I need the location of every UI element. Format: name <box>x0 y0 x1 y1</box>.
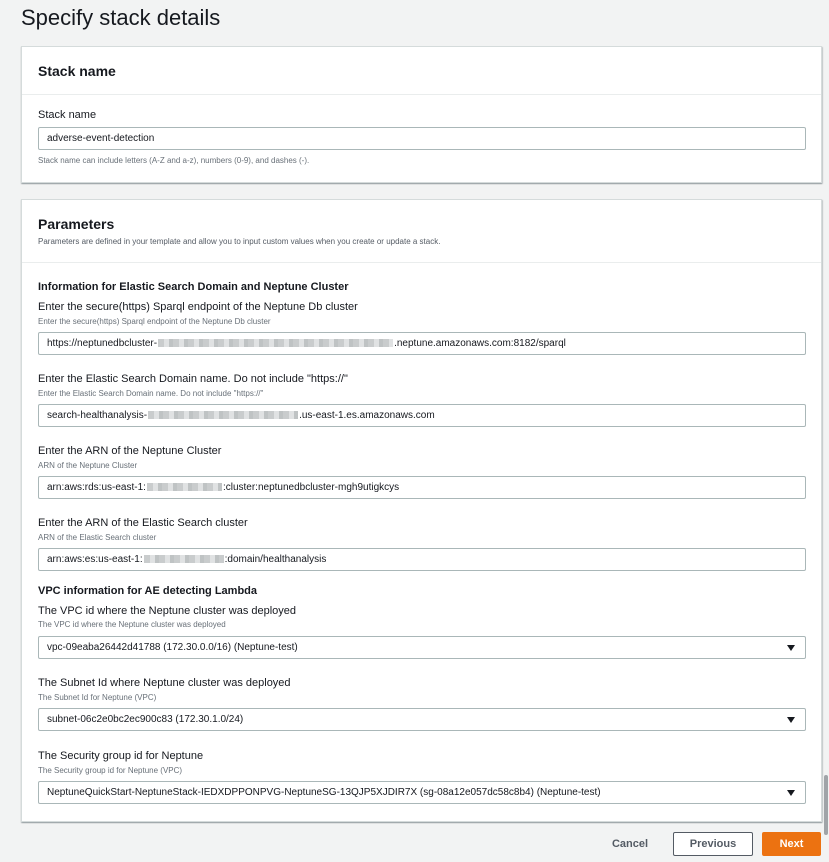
sparql-endpoint-suffix: .neptune.amazonaws.com:8182/sparql <box>394 338 566 349</box>
es-neptune-section-title: Information for Elastic Search Domain and Neptune Cluster <box>38 281 349 293</box>
parameters-panel-header <box>22 200 821 263</box>
neptune-arn-label: Enter the ARN of the Neptune Cluster <box>38 445 222 457</box>
es-arn-suffix: :domain/healthanalysis <box>224 554 327 565</box>
es-domain-label: Enter the Elastic Search Domain name. Do not include "https://" <box>38 373 348 385</box>
vpc-select[interactable] <box>38 636 806 659</box>
sparql-endpoint-label: Enter the secure(https) Sparql endpoint of the Neptune Db cluster <box>38 301 358 313</box>
stack-name-panel <box>21 46 822 183</box>
vpc-label: The VPC id where the Neptune cluster was deployed <box>38 605 297 617</box>
stack-name-panel-header <box>22 47 821 95</box>
es-domain-prefix: search-healthanalysis- <box>47 410 148 421</box>
vpc-section-title: VPC information for AE detecting Lambda <box>38 585 257 597</box>
neptune-arn-description: ARN of the Neptune Cluster <box>38 461 138 470</box>
sparql-endpoint-prefix: https://neptunedbcluster- <box>47 338 158 349</box>
security-group-selected-value: NeptuneQuickStart-NeptuneStack-IEDXDPPONPVG-NeptuneSG-13QJP5XJDIR7X (sg-08a12e057dc58c8b4) (Neptune-test) <box>47 787 601 798</box>
redacted-text <box>147 483 222 491</box>
sparql-endpoint-input[interactable] <box>38 332 806 355</box>
subnet-description: The Subnet Id for Neptune (VPC) <box>38 693 157 702</box>
chevron-down-icon <box>787 645 795 651</box>
page-scrollbar[interactable] <box>824 775 828 835</box>
sparql-endpoint-description: Enter the secure(https) Sparql endpoint of the Neptune Db cluster <box>38 317 271 326</box>
security-group-description: The Security group id for Neptune (VPC) <box>38 766 183 775</box>
page-title: Specify stack details <box>21 5 221 30</box>
security-group-select[interactable] <box>38 781 806 804</box>
es-domain-description: Enter the Elastic Search Domain name. Do not include "https://" <box>38 389 264 398</box>
es-domain-suffix: .us-east-1.es.amazonaws.com <box>299 410 435 421</box>
next-button[interactable]: Next <box>762 832 821 856</box>
previous-button[interactable]: Previous <box>673 832 753 856</box>
subnet-label: The Subnet Id where Neptune cluster was deployed <box>38 677 291 689</box>
vpc-selected-value: vpc-09eaba26442d41788 (172.30.0.0/16) (Neptune-test) <box>47 642 298 653</box>
es-arn-input[interactable] <box>38 548 806 571</box>
es-arn-label: Enter the ARN of the Elastic Search cluster <box>38 517 248 529</box>
redacted-text <box>144 555 224 563</box>
redacted-text <box>158 339 393 347</box>
redacted-text <box>148 411 298 419</box>
parameters-heading: Parameters <box>38 216 115 232</box>
neptune-arn-input[interactable] <box>38 476 806 499</box>
stack-name-value: adverse-event-detection <box>47 133 155 144</box>
neptune-arn-suffix: :cluster:neptunedbcluster-mgh9utigkcys <box>222 482 400 493</box>
es-arn-description: ARN of the Elastic Search cluster <box>38 533 157 542</box>
chevron-down-icon <box>787 790 795 796</box>
parameters-description: Parameters are defined in your template and allow you to input custom values when you create or update a stack. <box>38 237 441 246</box>
stack-name-heading: Stack name <box>38 63 116 79</box>
es-domain-input[interactable] <box>38 404 806 427</box>
security-group-label: The Security group id for Neptune <box>38 750 204 762</box>
neptune-arn-prefix: arn:aws:rds:us-east-1: <box>47 482 146 493</box>
es-arn-prefix: arn:aws:es:us-east-1: <box>47 554 143 565</box>
stack-name-label: Stack name <box>38 109 97 121</box>
stack-name-input[interactable] <box>38 127 806 150</box>
cancel-button[interactable]: Cancel <box>611 838 649 850</box>
chevron-down-icon <box>787 717 795 723</box>
subnet-select[interactable] <box>38 708 806 731</box>
parameters-panel <box>21 199 822 822</box>
stack-name-hint: Stack name can include letters (A-Z and a-z), numbers (0-9), and dashes (-). <box>38 156 310 165</box>
vpc-description: The VPC id where the Neptune cluster was deployed <box>38 620 226 629</box>
subnet-selected-value: subnet-06c2e0bc2ec900c83 (172.30.1.0/24) <box>47 714 244 725</box>
